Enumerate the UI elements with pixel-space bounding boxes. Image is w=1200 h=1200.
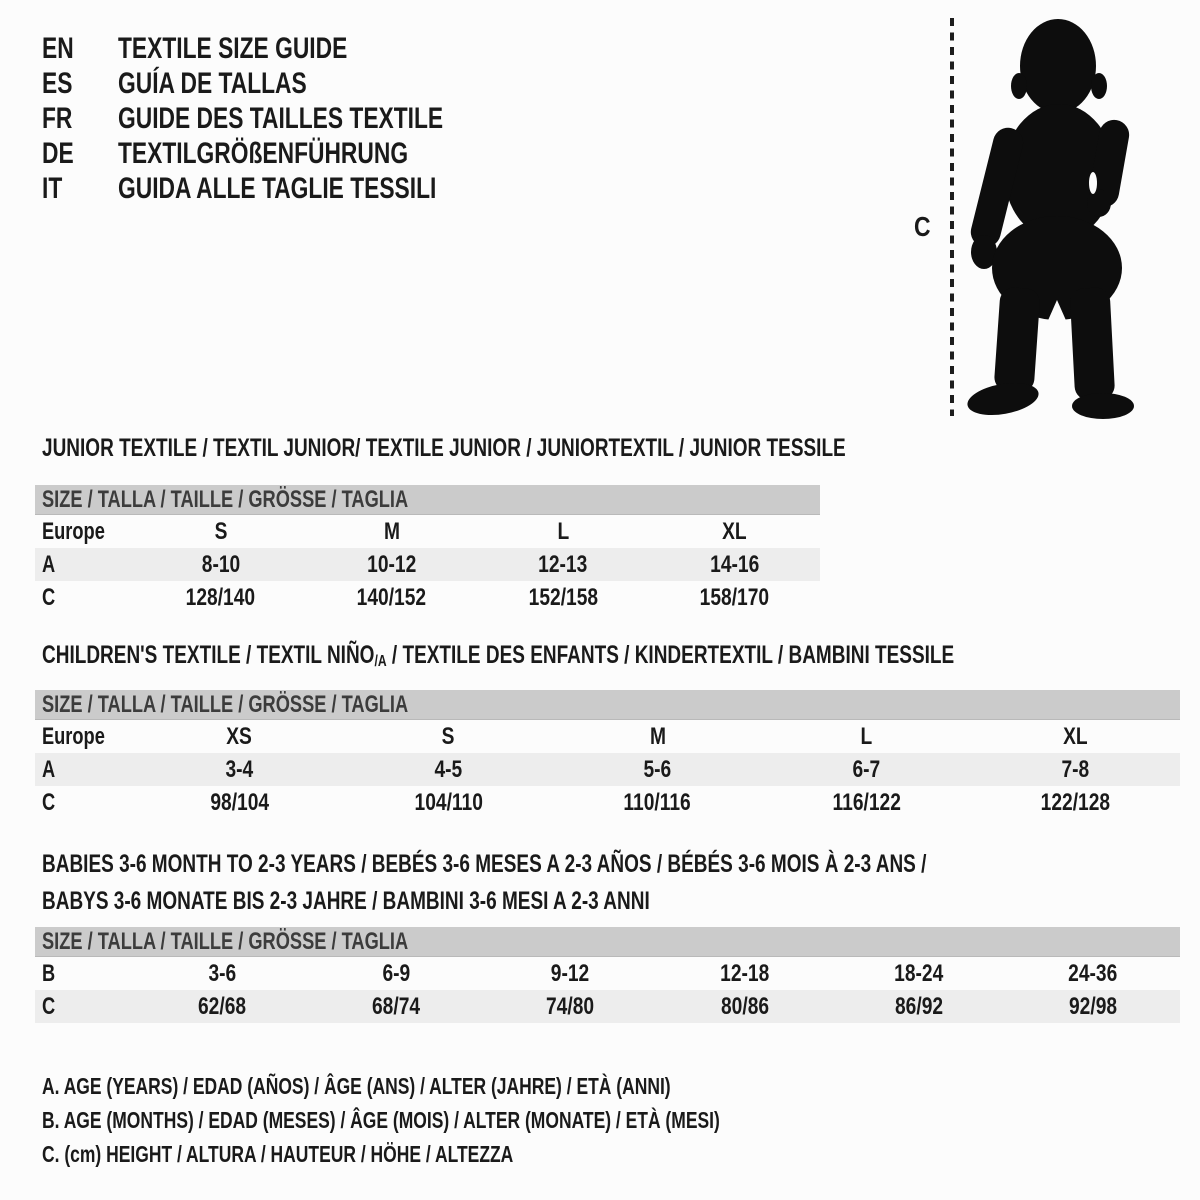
size-cell-text: 10-12 xyxy=(367,550,417,578)
size-cell-text: 128/140 xyxy=(185,583,256,611)
children-heading-text xyxy=(42,641,954,676)
row-label-text: Europe xyxy=(42,517,105,545)
language-title-list xyxy=(42,31,546,206)
language-title: TEXTILE SIZE GUIDE xyxy=(118,31,348,65)
size-cell-text: 14-16 xyxy=(709,550,759,578)
legend-line-a-text: A. AGE (YEARS) / EDAD (AÑOS) / ÂGE (ANS) / ALTER (JAHRE) / ETÀ (ANNI) xyxy=(42,1072,671,1099)
size-cell xyxy=(762,789,971,817)
size-cell xyxy=(553,756,762,784)
size-header-text: SIZE / TALLA / TAILLE / GRÖSSE / TAGLIA xyxy=(42,485,409,513)
size-cell-text: M xyxy=(649,722,666,750)
row-label-text: C xyxy=(42,583,56,611)
size-cell-text: 110/116 xyxy=(623,788,692,816)
size-cell-text: 12-13 xyxy=(538,550,588,578)
size-cell xyxy=(649,584,820,612)
size-cell-text: 104/110 xyxy=(414,788,483,816)
size-cell xyxy=(306,518,477,546)
language-row xyxy=(42,171,546,206)
children-heading-before: CHILDREN'S TEXTILE / TEXTIL NIÑO xyxy=(42,641,375,669)
height-measure-label: C xyxy=(914,211,931,242)
toddler-silhouette xyxy=(965,19,1134,430)
size-cell xyxy=(344,723,553,751)
size-cell-text: 122/128 xyxy=(1040,788,1111,816)
language-row xyxy=(42,66,546,101)
size-cell-text: 24-36 xyxy=(1068,959,1118,987)
babies-heading-line1: BABIES 3-6 MONTH TO 2-3 YEARS / BEBÉS 3-6 MESES A 2-3 AÑOS / BÉBÉS 3-6 MOIS À 2-3 ANS / xyxy=(42,850,927,878)
table-row-height xyxy=(35,990,1180,1023)
size-cell-text: 6-9 xyxy=(382,959,411,987)
children-size-table xyxy=(35,690,1180,819)
size-cell xyxy=(658,960,832,988)
language-code: ES xyxy=(42,66,73,100)
table-row-height xyxy=(35,786,1180,819)
junior-heading-text: JUNIOR TEXTILE / TEXTIL JUNIOR/ TEXTILE JUNIOR / JUNIORTEXTIL / JUNIOR TESSILE xyxy=(42,434,846,462)
table-row-months xyxy=(35,957,1180,990)
babies-heading-line2: BABYS 3-6 MONATE BIS 2-3 JAHRE / BAMBINI 3-6 MESI A 2-3 ANNI xyxy=(42,887,650,915)
size-cell xyxy=(553,723,762,751)
size-cell xyxy=(832,993,1006,1021)
size-cell xyxy=(832,960,1006,988)
size-cell xyxy=(135,756,344,784)
language-title: GUÍA DE TALLAS xyxy=(118,66,307,100)
junior-section-heading xyxy=(42,434,1100,462)
size-cell xyxy=(135,723,344,751)
row-label-text: A xyxy=(42,755,56,783)
language-row xyxy=(42,136,546,171)
size-cell xyxy=(649,551,820,579)
row-label xyxy=(35,584,135,612)
babies-size-table xyxy=(35,927,1180,1023)
legend-line-b-text: B. AGE (MONTHS) / EDAD (MESES) / ÂGE (MOIS) / ALTER (MONATE) / ETÀ (MESI) xyxy=(42,1106,720,1133)
size-cell-text: 18-24 xyxy=(894,959,944,987)
size-cell-text: M xyxy=(383,517,400,545)
row-label xyxy=(35,756,135,784)
measure-legend xyxy=(42,1069,934,1171)
size-cell-text: 92/98 xyxy=(1068,992,1117,1020)
size-cell xyxy=(306,584,477,612)
language-code: FR xyxy=(42,101,73,135)
size-cell-text: 12-18 xyxy=(720,959,770,987)
legend-line-b xyxy=(42,1103,934,1137)
size-cell-text: 7-8 xyxy=(1061,755,1090,783)
size-cell-text: S xyxy=(214,517,228,545)
size-cell-text: 5-6 xyxy=(643,755,672,783)
children-section-heading xyxy=(42,641,1200,676)
size-cell-text: 80/86 xyxy=(720,992,769,1020)
size-cell xyxy=(971,789,1180,817)
babies-section-heading xyxy=(42,850,1200,924)
row-label xyxy=(35,551,135,579)
legend-line-c-text: C. (cm) HEIGHT / ALTURA / HAUTEUR / HÖHE / ALTEZZA xyxy=(42,1140,514,1167)
size-cell xyxy=(762,756,971,784)
size-cell-text: 6-7 xyxy=(852,755,881,783)
size-cell-text: XS xyxy=(226,722,253,750)
junior-size-table xyxy=(35,485,820,614)
size-cell xyxy=(135,518,306,546)
size-cell-text: 140/152 xyxy=(357,583,427,611)
size-cell xyxy=(1006,960,1180,988)
size-cell xyxy=(306,551,477,579)
size-cell-text: L xyxy=(557,517,569,545)
row-label xyxy=(35,789,135,817)
size-cell-text: 68/74 xyxy=(372,992,421,1020)
size-cell-text: 3-6 xyxy=(208,959,236,987)
size-cell xyxy=(762,723,971,751)
size-cell xyxy=(135,789,344,817)
language-row xyxy=(42,31,546,66)
size-cell xyxy=(344,789,553,817)
size-cell xyxy=(309,993,483,1021)
size-cell xyxy=(971,723,1180,751)
size-header-text: SIZE / TALLA / TAILLE / GRÖSSE / TAGLIA xyxy=(42,690,409,718)
size-cell xyxy=(649,518,820,546)
size-cell-text: XL xyxy=(1063,722,1088,750)
table-row-age xyxy=(35,548,820,581)
size-cell-text: S xyxy=(442,722,455,750)
row-label-text: C xyxy=(42,992,56,1020)
size-cell xyxy=(478,551,649,579)
size-cell xyxy=(1006,993,1180,1021)
row-label-text: C xyxy=(42,788,56,816)
size-cell-text: 3-4 xyxy=(225,755,254,783)
children-heading-sub: /A xyxy=(374,653,387,670)
size-cell-text: L xyxy=(860,722,873,750)
language-code: DE xyxy=(42,136,74,170)
legend-line-c xyxy=(42,1137,934,1171)
size-cell-text: 158/170 xyxy=(699,583,770,611)
size-cell-text: 9-12 xyxy=(551,959,590,987)
children-heading-after: / TEXTILE DES ENFANTS / KINDERTEXTIL / BAMBINI TESSILE xyxy=(386,641,955,669)
table-header-bar xyxy=(35,485,820,515)
row-label xyxy=(35,960,135,988)
size-cell xyxy=(658,993,832,1021)
size-cell xyxy=(478,584,649,612)
size-cell xyxy=(483,960,657,988)
table-header-bar xyxy=(35,690,1180,720)
table-row-europe xyxy=(35,720,1180,753)
legend-line-a xyxy=(42,1069,934,1103)
table-row-age xyxy=(35,753,1180,786)
language-title: GUIDE DES TAILLES TEXTILE xyxy=(118,101,444,135)
size-header-text: SIZE / TALLA / TAILLE / GRÖSSE / TAGLIA xyxy=(42,927,409,955)
table-row-height xyxy=(35,581,820,614)
size-cell-text: 116/122 xyxy=(832,788,901,816)
language-code: EN xyxy=(42,31,74,65)
size-cell xyxy=(553,789,762,817)
size-cell xyxy=(478,518,649,546)
language-code: IT xyxy=(42,171,63,205)
row-label-text: A xyxy=(42,550,56,578)
row-label xyxy=(35,723,135,751)
size-cell-text: 98/104 xyxy=(210,788,269,816)
size-cell xyxy=(344,756,553,784)
size-cell-text: 74/80 xyxy=(546,992,595,1020)
toddler-silhouette-figure xyxy=(900,0,1200,430)
size-cell-text: 86/92 xyxy=(894,992,943,1020)
table-header-bar xyxy=(35,927,1180,957)
size-cell-text: XL xyxy=(722,517,747,545)
row-label-text: B xyxy=(42,959,56,987)
size-cell-text: 4-5 xyxy=(434,755,463,783)
size-cell xyxy=(135,584,306,612)
size-cell xyxy=(135,551,306,579)
size-cell xyxy=(135,960,309,988)
row-label xyxy=(35,993,135,1021)
language-title: TEXTILGRÖßENFÜHRUNG xyxy=(118,136,409,170)
size-cell xyxy=(309,960,483,988)
language-title: GUIDA ALLE TAGLIE TESSILI xyxy=(118,171,437,205)
row-label-text: Europe xyxy=(42,722,105,750)
table-row-europe xyxy=(35,515,820,548)
size-cell-text: 152/158 xyxy=(528,583,598,611)
size-cell xyxy=(483,993,657,1021)
size-cell xyxy=(135,993,309,1021)
size-cell-text: 8-10 xyxy=(201,550,240,578)
language-row xyxy=(42,101,546,136)
row-label xyxy=(35,518,135,546)
size-cell-text: 62/68 xyxy=(198,992,247,1020)
size-cell xyxy=(971,756,1180,784)
